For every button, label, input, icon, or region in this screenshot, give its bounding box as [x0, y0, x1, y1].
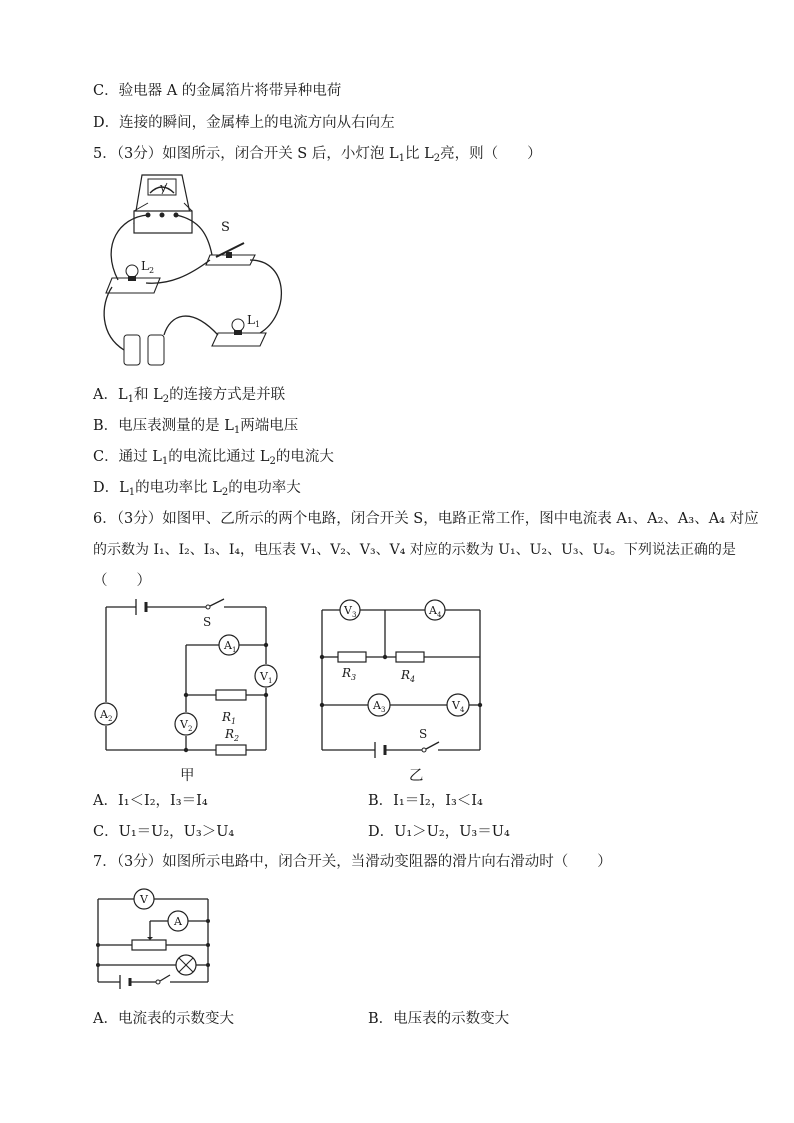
q7-a-label: A: [174, 915, 182, 928]
ammeter-icon: [168, 911, 188, 931]
voltmeter-icon: [134, 175, 192, 233]
ammeter-a2-icon: [95, 703, 117, 725]
jia-r1-label: $R_1$: [222, 710, 237, 726]
switch-icon: [156, 975, 170, 984]
voltmeter-icon: [134, 889, 154, 909]
q5-l1-label: $L_1$: [247, 313, 261, 329]
yi-v3-label: $V_3$: [344, 604, 357, 619]
q6-stem-line-2: 的示数为 I₁、I₂、I₃、I₄，电压表 V₁、V₂、V₃、V₄ 对应的示数为 U₁、U₂、U₃、U₄。下列说法正确的是: [93, 542, 736, 558]
q5-stem: 5．（3分）如图所示，闭合开关 S 后，小灯泡 $L_1$比 $L_2$亮，则（ ）: [93, 146, 542, 164]
q5-option-b: B．电压表测量的是 $L_1$两端电压: [93, 418, 299, 436]
yi-s-label: S: [419, 727, 428, 741]
q6-option-d: D．U₁＞U₂，U₃＝U₄: [368, 824, 510, 840]
yi-r3-label: $R_3$: [342, 666, 357, 682]
q5-circuit-figure: [90, 165, 290, 375]
battery-icon: [124, 335, 164, 365]
q6-circuit-yi: [310, 595, 500, 785]
yi-caption: 乙: [409, 768, 424, 784]
q6-option-a: A．I₁＜I₂，I₃＝I₄: [93, 793, 208, 809]
q4-option-c: C．验电器 A 的金属箔片将带异种电荷: [93, 83, 342, 99]
jia-v1-label: $V_1$: [260, 670, 273, 685]
ammeter-a1-icon: [219, 635, 239, 655]
voltmeter-v3-icon: [340, 600, 360, 620]
q7-v-label: V: [140, 893, 148, 906]
q7-stem: 7．（3分）如图所示电路中，闭合开关，当滑动变阻器的滑片向右滑动时（ ）: [93, 854, 612, 870]
q5-switch-label: S: [221, 220, 230, 235]
jia-a2-label: $A_2$: [100, 708, 113, 723]
yi-a3-label: $A_3$: [373, 699, 386, 714]
jia-a1-label: $A_1$: [224, 639, 237, 654]
yi-r4-label: $R_4$: [401, 668, 416, 684]
voltmeter-v2-icon: [175, 713, 197, 735]
bulb-l1-icon: [212, 313, 266, 346]
q6-stem-line-1: 6．（3分）如图甲、乙所示的两个电路，闭合开关 S，电路正常工作，图中电流表 A₁、A₂、A₃、A₄ 对应: [93, 511, 759, 527]
q6-option-c: C．U₁＝U₂，U₃＞U₄: [93, 824, 235, 840]
q5-l2-label: $L_2$: [141, 259, 155, 275]
jia-v2-label: $V_2$: [180, 718, 193, 733]
ammeter-a3-icon: [368, 694, 390, 716]
q5-option-a: A．$L_1$和 $L_2$的连接方式是并联: [93, 387, 286, 405]
switch-icon: [206, 220, 255, 265]
voltmeter-v1-icon: [255, 665, 277, 687]
jia-r2-label: $R_2$: [225, 727, 240, 743]
q6-circuit-jia: [90, 595, 280, 785]
battery-icon: [375, 742, 385, 758]
voltmeter-v4-icon: [447, 694, 469, 716]
switch-s-icon: [419, 727, 439, 752]
yi-v4-label: $V_4$: [452, 699, 465, 714]
bulb-l2-icon: [106, 259, 160, 293]
jia-s-label: S: [203, 615, 212, 629]
switch-s-icon: [203, 599, 224, 629]
battery-icon: [136, 599, 146, 615]
q7-option-a: A．电流表的示数变大: [93, 1011, 234, 1027]
q7-option-b: B．电压表的示数变大: [368, 1011, 510, 1027]
q5-option-c: C．通过 $L_1$的电流比通过 $L_2$的电流大: [93, 449, 334, 467]
jia-caption: 甲: [180, 768, 195, 784]
q6-stem-line-3: （ ）: [93, 573, 151, 589]
yi-a4-label: $A_4$: [429, 604, 442, 619]
battery-icon: [120, 975, 130, 989]
q5-meter-label: V: [160, 185, 167, 195]
q5-option-d: D．$L_1$的电功率比 $L_2$的电功率大: [93, 480, 301, 498]
lamp-icon: [176, 955, 196, 975]
q7-circuit-figure: [90, 885, 220, 995]
q6-option-b: B．I₁＝I₂，I₃＜I₄: [368, 793, 483, 809]
q4-option-d: D．连接的瞬间，金属棒上的电流方向从右向左: [93, 115, 395, 131]
ammeter-a4-icon: [425, 600, 445, 620]
